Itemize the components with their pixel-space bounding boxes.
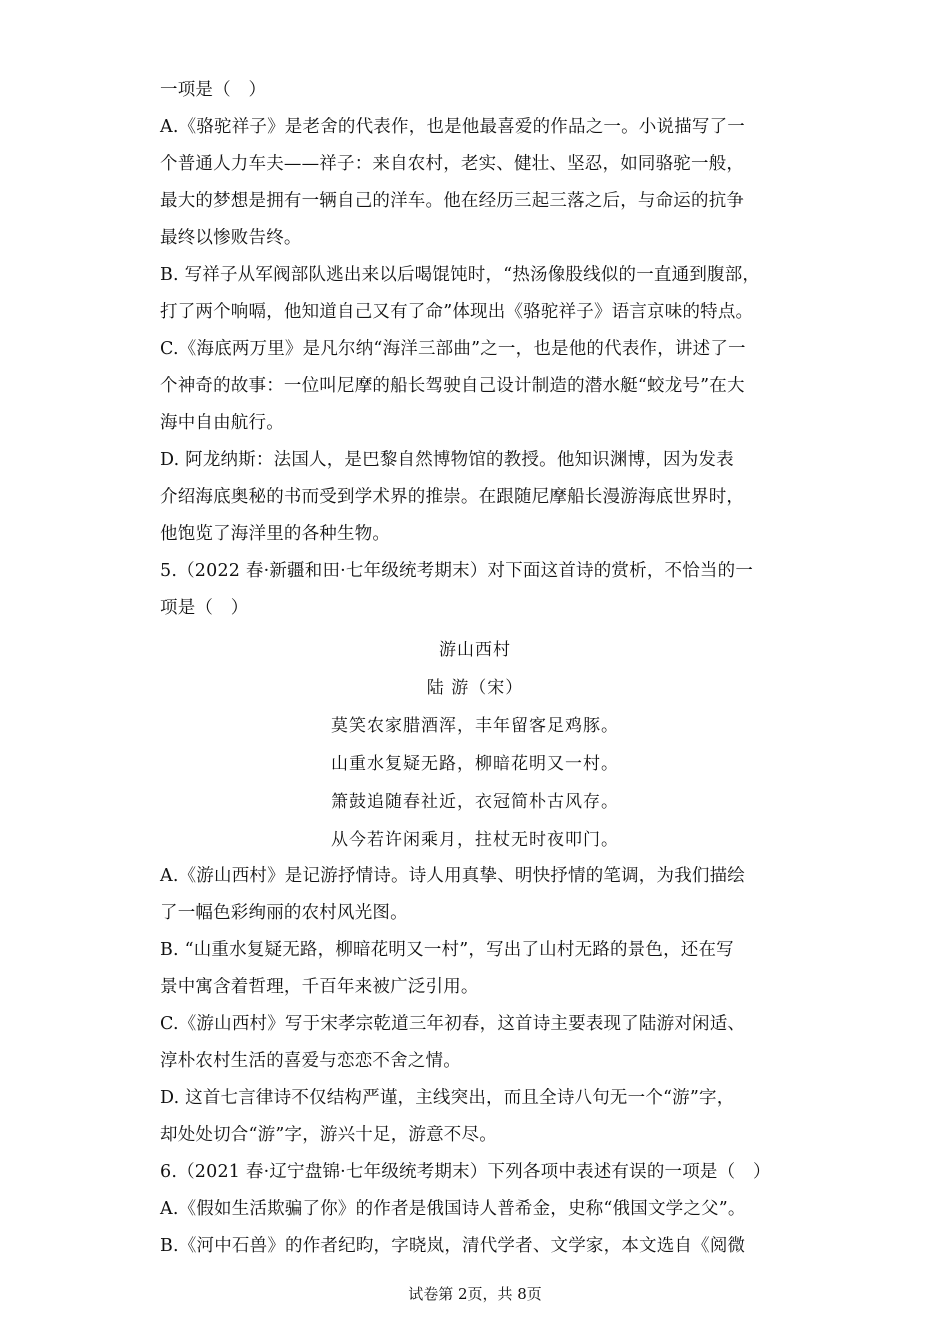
text-line: 他饱览了海洋里的各种生物。 [160,524,391,544]
poem-title: 游山西村 [439,640,511,660]
text-line: B. “山重水复疑无路，柳暗花明又一村”，写出了山村无路的景色，还在写 [160,940,734,960]
text-line: 最终以惨败告终。 [160,228,302,248]
text-line: 却处处切合“游”字，游兴十足，游意不尽。 [160,1125,497,1145]
text-line: 介绍海底奥秘的书而受到学术界的推崇。在跟随尼摩船长漫游海底世界时， [160,487,745,507]
poem-verse: 从今若许闲乘月，拄杖无时夜叩门。 [331,830,619,850]
poem-author: 陆 游（宋） [426,678,524,698]
question-6-stem: 6.（2021 春·辽宁盘锦·七年级统考期末）下列各项中表述有误的一项是（ ） [160,1162,771,1182]
question-5-stem: 5.（2022 春·新疆和田·七年级统考期末）对下面这首诗的赏析，不恰当的一 [160,561,754,581]
text-line: 一项是（ ） [160,80,267,100]
poem-verse: 山重水复疑无路，柳暗花明又一村。 [331,754,619,774]
text-line: 打了两个响嗝，他知道自己又有了命”体现出《骆驼祥子》语言京味的特点。 [160,302,754,322]
text-line: 最大的梦想是拥有一辆自己的洋车。他在经历三起三落之后，与命运的抗争 [160,191,745,211]
text-line: 了一幅色彩绚丽的农村风光图。 [160,903,408,923]
text-line: D. 阿龙纳斯：法国人，是巴黎自然博物馆的教授。他知识渊博，因为发表 [160,450,734,470]
text-line: B. 写祥子从军阀部队逃出来以后喝馄饨时，“热汤像股线似的一直通到腹部， [160,265,761,285]
text-line: A.《假如生活欺骗了你》的作者是俄国诗人普希金，史称“俄国文学之父”。 [160,1199,746,1219]
text-line: C.《游山西村》写于宋孝宗乾道三年初春，这首诗主要表现了陆游对闲适、 [160,1014,746,1034]
text-line: A.《骆驼祥子》是老舍的代表作，也是他最喜爱的作品之一。小说描写了一 [160,117,745,137]
text-line: C.《海底两万里》是凡尔纳“海洋三部曲”之一，也是他的代表作，讲述了一 [160,339,746,359]
text-line: B.《河中石兽》的作者纪昀，字晓岚，清代学者、文学家，本文选自《阅微 [160,1236,746,1256]
page-footer: 试卷第 2页，共 8页 [408,1285,542,1303]
text-line: 海中自由航行。 [160,413,284,433]
text-line: 个神奇的故事：一位叫尼摩的船长驾驶自己设计制造的潜水艇“蛟龙号”在大 [160,376,745,396]
poem-verse: 莫笑农家腊酒浑，丰年留客足鸡豚。 [331,716,619,736]
text-line: 景中寓含着哲理，千百年来被广泛引用。 [160,977,479,997]
text-line: 淳朴农村生活的喜爱与恋恋不舍之情。 [160,1051,461,1071]
text-line: D. 这首七言律诗不仅结构严谨，主线突出，而且全诗八句无一个“游”字， [160,1088,735,1108]
text-line: 个普通人力车夫——祥子：来自农村，老实、健壮、坚忍，如同骆驼一般， [160,154,745,174]
question-5-stem: 项是（ ） [160,598,249,618]
poem-verse: 箫鼓追随春社近，衣冠简朴古风存。 [331,792,619,812]
text-line: A.《游山西村》是记游抒情诗。诗人用真挚、明快抒情的笔调，为我们描绘 [160,866,745,886]
